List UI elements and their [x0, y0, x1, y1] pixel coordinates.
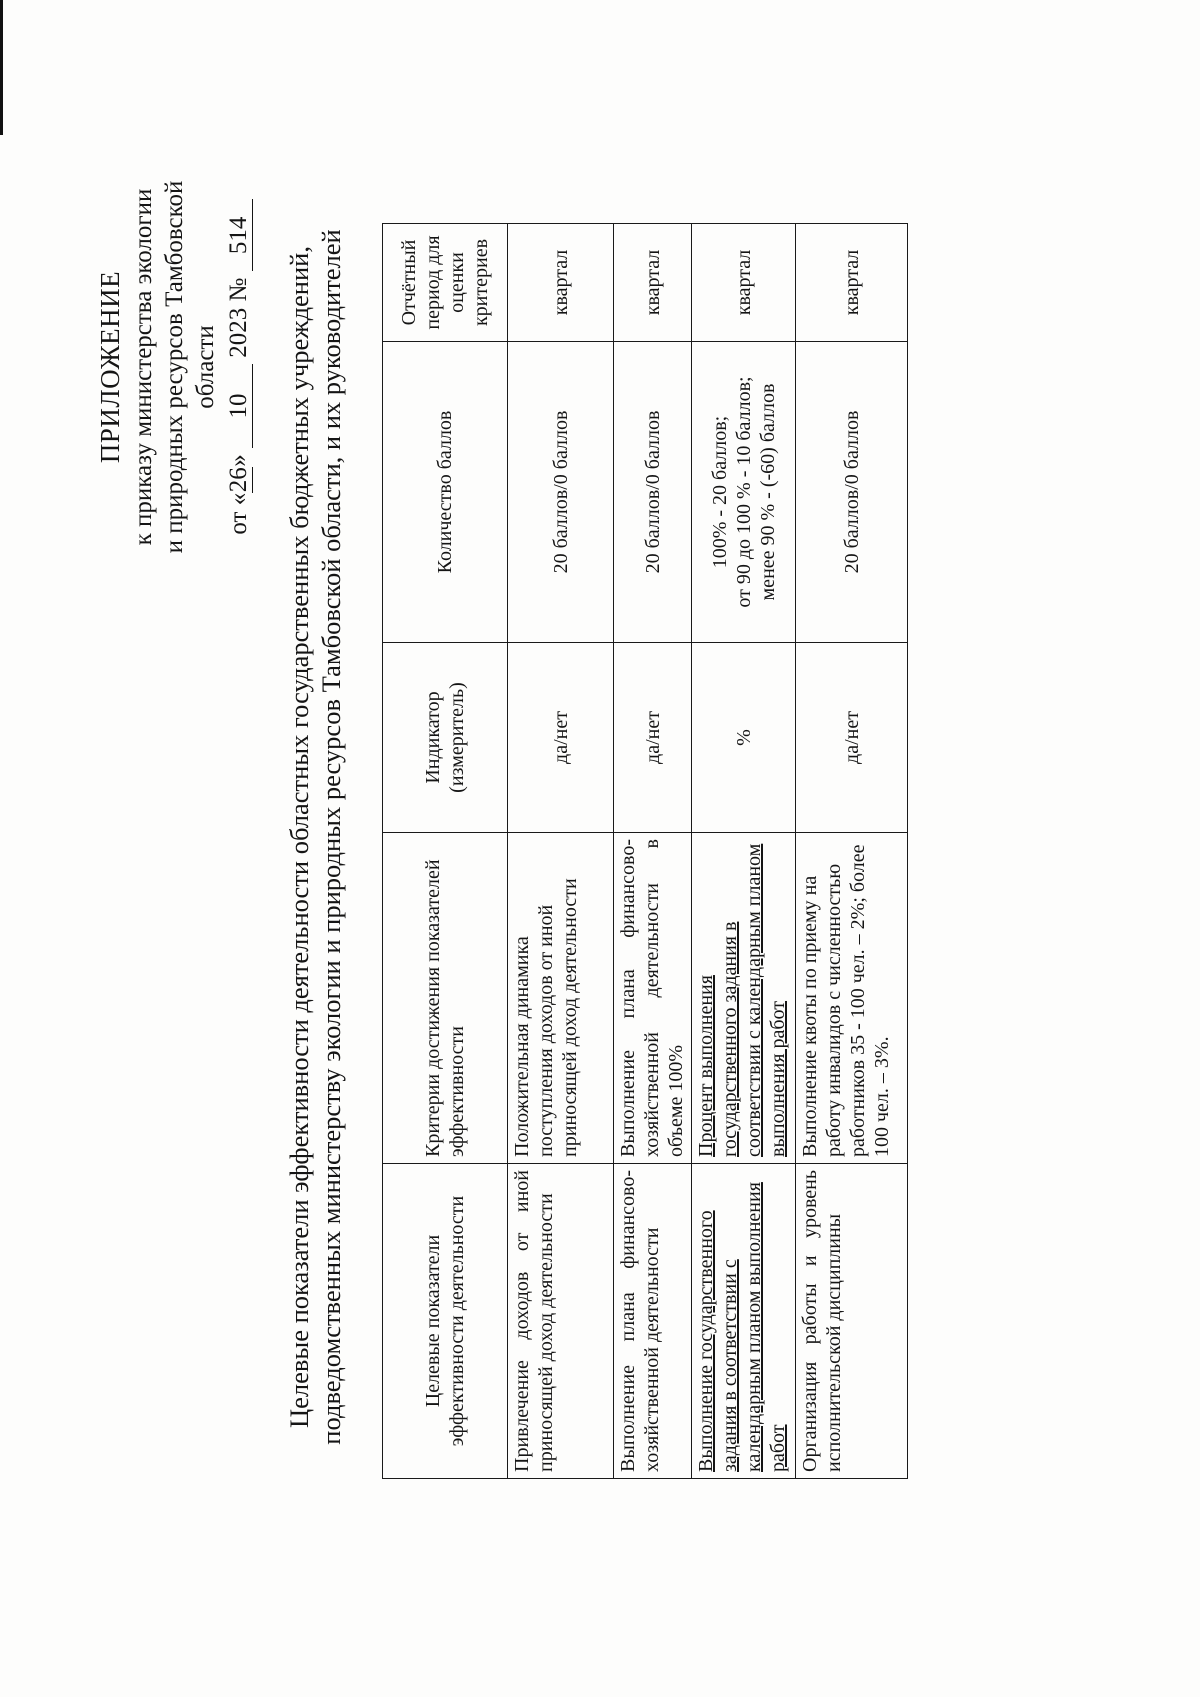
order-day: 26 — [225, 467, 252, 493]
points-line: от 90 до 100 % - 10 баллов; — [732, 376, 755, 608]
row-measure: да/нет — [614, 643, 692, 833]
row-criteria: Положительная динамика поступления доходов от иной приносящей доход деятельности — [508, 833, 614, 1164]
row-indicator: Привлечение доходов от иной приносящей доход деятельности — [508, 1164, 614, 1479]
points-line: менее 90 % - (-60) баллов — [756, 383, 779, 601]
points-line: 20 баллов/0 баллов — [840, 410, 863, 574]
date-prefix: от « — [225, 492, 252, 535]
row-points — [796, 342, 908, 643]
points-line: 20 баллов/0 баллов — [641, 410, 664, 574]
row-indicator: Выполнение государственного задания в соответствии с календарным планом выполнения работ — [692, 1164, 796, 1479]
header-criteria: Критерии достижения показателей эффективности — [383, 833, 508, 1164]
kpi-table — [382, 223, 908, 1479]
appendix-block — [95, 137, 254, 597]
table-row — [508, 224, 614, 1479]
row-points — [692, 342, 796, 643]
header-points: Количество баллов — [383, 342, 508, 643]
row-period: квартал — [692, 224, 796, 342]
row-measure: % — [692, 643, 796, 833]
appendix-line-3: области — [192, 325, 219, 409]
order-month: 10 — [226, 364, 253, 448]
title-line-2: подведомственных министерству экологии и природных ресурсов Тамбовской области, и их руководителей — [316, 229, 346, 1445]
order-year: 2023 — [225, 307, 252, 358]
row-criteria: Выполнение квоты по приему на работу инвалидов с численностью работников 35 - 100 чел. – 2%; более 100 чел. – 3%. — [796, 833, 908, 1164]
row-points — [508, 342, 614, 643]
header-measure: Индикатор (измеритель) — [383, 643, 508, 833]
order-number: 514 — [226, 199, 253, 271]
row-indicator: Организация работы и уровень исполнительской дисциплины — [796, 1164, 908, 1479]
points-line: 20 баллов/0 баллов — [549, 410, 572, 574]
row-measure: да/нет — [508, 643, 614, 833]
row-period: квартал — [508, 224, 614, 342]
row-measure: да/нет — [796, 643, 908, 833]
header-indicator: Целевые показатели эффективности деятельности — [383, 1164, 508, 1479]
header-period: Отчётный период для оценки критериев — [383, 224, 508, 342]
order-date-line — [223, 137, 254, 597]
row-period: квартал — [796, 224, 908, 342]
table-row — [614, 224, 692, 1479]
table-header-row — [383, 224, 508, 1479]
number-sign: № — [225, 277, 252, 302]
title-line-1: Целевые показатели эффективности деятельности областных государственных бюджетных учреждений, — [284, 246, 314, 1428]
row-indicator: Выполнение плана финансово-хозяйственной деятельности — [614, 1164, 692, 1479]
row-points — [614, 342, 692, 643]
date-quote-close: » — [225, 454, 252, 467]
appendix-line-2: и природных ресурсов Тамбовской — [161, 180, 188, 554]
table-row — [796, 224, 908, 1479]
appendix-line-1: к приказу министерства экологии — [130, 188, 157, 546]
points-line: 100% - 20 баллов; — [708, 415, 731, 569]
table-row — [692, 224, 796, 1479]
document-title — [283, 187, 347, 1487]
appendix-heading: ПРИЛОЖЕНИЕ — [95, 270, 125, 464]
row-criteria: Выполнение плана финансово-хозяйственной деятельности в объеме 100% — [614, 833, 692, 1164]
row-criteria: Процент выполнения государственного задания в соответствии с календарным планом выполнения работ — [692, 833, 796, 1164]
row-period: квартал — [614, 224, 692, 342]
